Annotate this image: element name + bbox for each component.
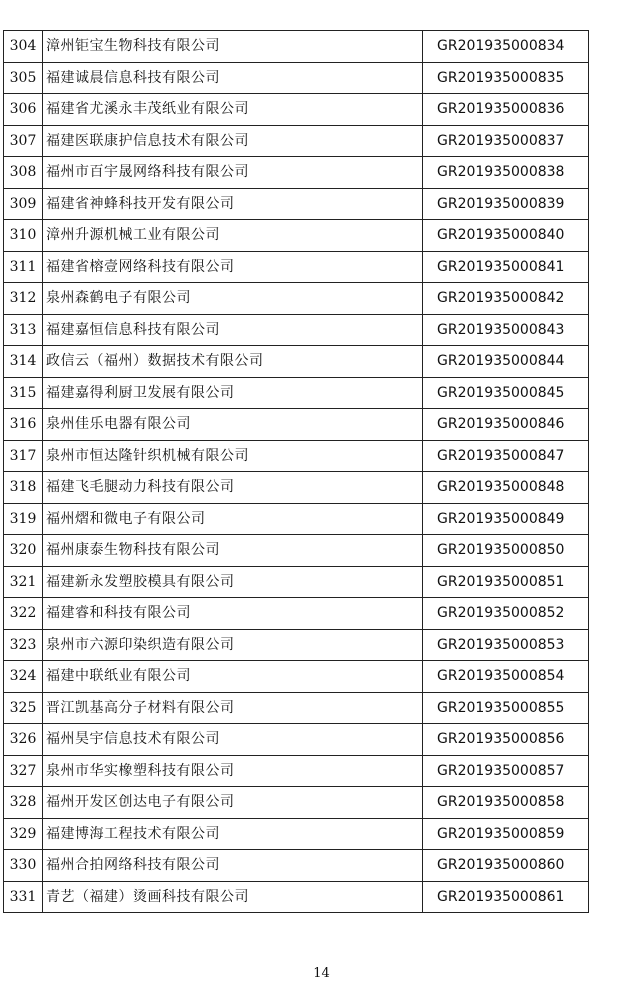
certificate-code: GR201935000840 [423, 220, 589, 252]
row-number: 323 [4, 629, 43, 661]
row-number: 310 [4, 220, 43, 252]
certificate-code: GR201935000841 [423, 251, 589, 283]
company-name: 福建省神蜂科技开发有限公司 [43, 188, 423, 220]
certificate-code: GR201935000837 [423, 125, 589, 157]
page-number: 14 [313, 966, 330, 981]
certificate-code: GR201935000855 [423, 692, 589, 724]
row-number: 320 [4, 535, 43, 567]
table-row [4, 125, 589, 157]
table-row [4, 440, 589, 472]
certificate-code: GR201935000836 [423, 94, 589, 126]
table-row [4, 377, 589, 409]
company-name: 福州市百宇晟网络科技有限公司 [43, 157, 423, 189]
company-name: 福建睿和科技有限公司 [43, 598, 423, 630]
row-number: 324 [4, 661, 43, 693]
table-row [4, 220, 589, 252]
table-row [4, 314, 589, 346]
table-row [4, 283, 589, 315]
row-number: 330 [4, 850, 43, 882]
company-name: 泉州市华实橡塑科技有限公司 [43, 755, 423, 787]
company-name: 福建博海工程技术有限公司 [43, 818, 423, 850]
certificate-code: GR201935000845 [423, 377, 589, 409]
table-row [4, 346, 589, 378]
company-name: 福州康泰生物科技有限公司 [43, 535, 423, 567]
table-row [4, 818, 589, 850]
certificate-code: GR201935000854 [423, 661, 589, 693]
table-row [4, 881, 589, 913]
row-number: 304 [4, 31, 43, 63]
row-number: 318 [4, 472, 43, 504]
company-name: 泉州佳乐电器有限公司 [43, 409, 423, 441]
company-name: 福建省尤溪永丰茂纸业有限公司 [43, 94, 423, 126]
row-number: 321 [4, 566, 43, 598]
table-row [4, 787, 589, 819]
row-number: 317 [4, 440, 43, 472]
table-row [4, 472, 589, 504]
row-number: 311 [4, 251, 43, 283]
certificate-code: GR201935000834 [423, 31, 589, 63]
row-number: 306 [4, 94, 43, 126]
company-name: 福建中联纸业有限公司 [43, 661, 423, 693]
certificate-code: GR201935000853 [423, 629, 589, 661]
row-number: 309 [4, 188, 43, 220]
certificate-code: GR201935000851 [423, 566, 589, 598]
company-name: 晋江凯基高分子材料有限公司 [43, 692, 423, 724]
table-row [4, 566, 589, 598]
table-row [4, 94, 589, 126]
certificate-code: GR201935000856 [423, 724, 589, 756]
certificate-code: GR201935000843 [423, 314, 589, 346]
row-number: 329 [4, 818, 43, 850]
row-number: 305 [4, 62, 43, 94]
company-name: 福州熠和微电子有限公司 [43, 503, 423, 535]
certificate-code: GR201935000835 [423, 62, 589, 94]
table-body [4, 31, 589, 913]
certificate-code: GR201935000846 [423, 409, 589, 441]
table-row [4, 598, 589, 630]
company-name: 福州合拍网络科技有限公司 [43, 850, 423, 882]
company-name: 福建省榕壹网络科技有限公司 [43, 251, 423, 283]
certificate-code: GR201935000858 [423, 787, 589, 819]
company-name: 福建医联康护信息技术有限公司 [43, 125, 423, 157]
certificate-code: GR201935000844 [423, 346, 589, 378]
company-name: 福建飞毛腿动力科技有限公司 [43, 472, 423, 504]
company-certificate-table [3, 30, 589, 913]
table-row [4, 850, 589, 882]
company-name: 福州开发区创达电子有限公司 [43, 787, 423, 819]
row-number: 314 [4, 346, 43, 378]
table-row [4, 535, 589, 567]
company-name: 政信云（福州）数据技术有限公司 [43, 346, 423, 378]
certificate-code: GR201935000861 [423, 881, 589, 913]
company-name: 漳州升源机械工业有限公司 [43, 220, 423, 252]
row-number: 328 [4, 787, 43, 819]
row-number: 307 [4, 125, 43, 157]
certificate-code: GR201935000848 [423, 472, 589, 504]
table-row [4, 31, 589, 63]
certificate-code: GR201935000857 [423, 755, 589, 787]
row-number: 313 [4, 314, 43, 346]
row-number: 319 [4, 503, 43, 535]
company-name: 福建嘉得利厨卫发展有限公司 [43, 377, 423, 409]
row-number: 322 [4, 598, 43, 630]
company-name: 福州昊宇信息技术有限公司 [43, 724, 423, 756]
table-row [4, 251, 589, 283]
table-row [4, 188, 589, 220]
row-number: 325 [4, 692, 43, 724]
table-row [4, 661, 589, 693]
row-number: 326 [4, 724, 43, 756]
company-name: 泉州市恒达隆针织机械有限公司 [43, 440, 423, 472]
table-row [4, 503, 589, 535]
certificate-code: GR201935000849 [423, 503, 589, 535]
company-name: 福建新永发塑胶模具有限公司 [43, 566, 423, 598]
company-name: 漳州钜宝生物科技有限公司 [43, 31, 423, 63]
company-name: 福建嘉恒信息科技有限公司 [43, 314, 423, 346]
company-name: 青艺（福建）烫画科技有限公司 [43, 881, 423, 913]
certificate-code: GR201935000838 [423, 157, 589, 189]
row-number: 316 [4, 409, 43, 441]
certificate-code: GR201935000852 [423, 598, 589, 630]
certificate-code: GR201935000839 [423, 188, 589, 220]
company-name: 福建诚晨信息科技有限公司 [43, 62, 423, 94]
company-name: 泉州市六源印染织造有限公司 [43, 629, 423, 661]
table-row [4, 409, 589, 441]
table-row [4, 157, 589, 189]
row-number: 308 [4, 157, 43, 189]
company-name: 泉州森鹤电子有限公司 [43, 283, 423, 315]
certificate-code: GR201935000847 [423, 440, 589, 472]
certificate-code: GR201935000850 [423, 535, 589, 567]
table-row [4, 692, 589, 724]
row-number: 331 [4, 881, 43, 913]
certificate-code: GR201935000860 [423, 850, 589, 882]
table-row [4, 62, 589, 94]
certificate-code: GR201935000842 [423, 283, 589, 315]
row-number: 312 [4, 283, 43, 315]
row-number: 315 [4, 377, 43, 409]
row-number: 327 [4, 755, 43, 787]
table-row [4, 724, 589, 756]
certificate-code: GR201935000859 [423, 818, 589, 850]
table-row [4, 755, 589, 787]
table-row [4, 629, 589, 661]
